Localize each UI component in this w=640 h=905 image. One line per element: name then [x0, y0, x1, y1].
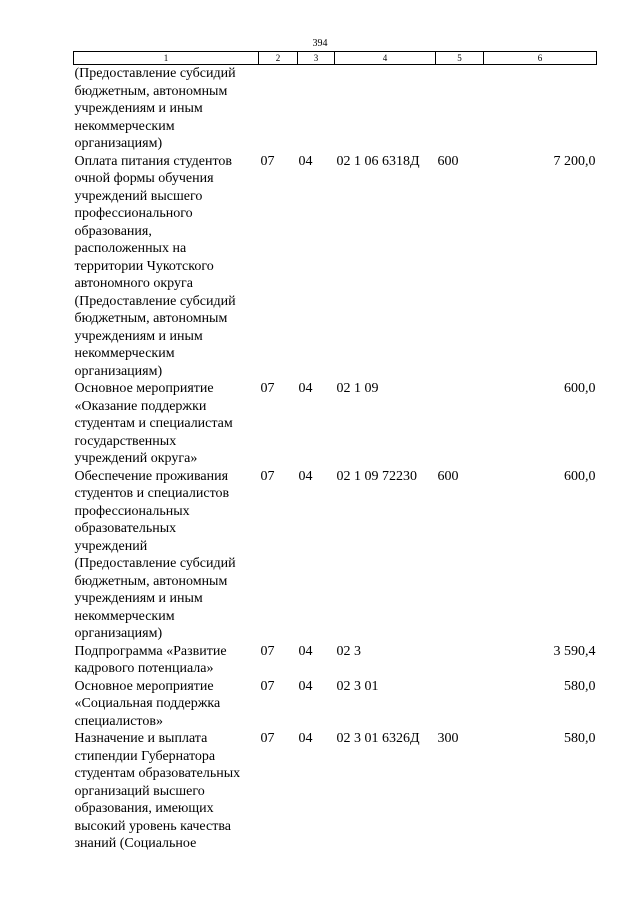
row-name-line: кадрового потенциала»	[74, 661, 214, 676]
header-cell-2: 2	[259, 52, 298, 65]
row-name-line: образования, имеющих	[74, 801, 214, 816]
row-name-cell	[74, 153, 259, 381]
header-cell-4: 4	[335, 52, 436, 65]
row-name-cell	[74, 468, 259, 643]
row-name-line: организациям)	[74, 626, 163, 641]
row-name-line: образования,	[74, 223, 152, 239]
table-row	[74, 380, 597, 468]
row-name-line: организациям)	[74, 136, 163, 151]
row-subsection-cell: 04	[298, 643, 313, 659]
table-row	[74, 153, 597, 381]
table-row	[74, 468, 597, 643]
row-section-cell: 07	[260, 381, 275, 396]
row-name-line: Назначение и выплата	[74, 731, 208, 746]
row-name-line: знаний (Социальное	[74, 836, 197, 851]
row-name-line: студентам образовательных	[74, 766, 241, 781]
row-name-line: некоммерческим	[74, 346, 175, 361]
row-expense-type-cell	[436, 643, 484, 678]
row-section-cell: 07	[260, 468, 275, 484]
table-row	[74, 65, 597, 153]
row-name-line: очной формы обучения	[74, 171, 214, 186]
row-name-cell	[74, 380, 259, 468]
budget-table	[73, 51, 597, 853]
row-expense-type-cell: 300	[437, 731, 459, 746]
row-target-article-cell: 02 1 09	[336, 381, 379, 396]
row-name-line: учреждениям и иным	[74, 101, 203, 116]
row-name-line: стипендии Губернатора	[74, 748, 216, 764]
header-cell-1: 1	[74, 52, 259, 65]
row-name-line: профессиональных	[74, 503, 190, 519]
row-name-line: студентов и специалистов	[74, 486, 230, 501]
row-name-line: «Оказание поддержки	[74, 398, 207, 414]
row-section-cell: 07	[260, 153, 275, 169]
row-name-cell	[74, 730, 259, 853]
row-name-line: учреждениям и иным	[74, 328, 203, 344]
row-target-article-cell: 02 3 01	[336, 678, 379, 694]
row-name-line: Оплата питания студентов	[74, 153, 232, 169]
row-name-line: расположенных на	[74, 241, 187, 256]
row-name-line: учреждений округа»	[74, 451, 198, 466]
row-subsection-cell: 04	[298, 678, 313, 694]
row-name-line: бюджетным, автономным	[74, 573, 228, 589]
row-section-cell	[259, 65, 298, 153]
table-row	[74, 643, 597, 678]
table-row	[74, 678, 597, 731]
row-name-line: организаций высшего	[74, 783, 205, 799]
row-name-line: некоммерческим	[74, 608, 175, 624]
row-name-line: (Предоставление субсидий	[74, 293, 236, 309]
row-name-line: (Предоставление субсидий	[74, 66, 236, 81]
row-subsection-cell: 04	[298, 153, 313, 169]
row-name-line: студентам и специалистам	[74, 416, 233, 431]
row-subsection-cell: 04	[298, 381, 313, 396]
row-expense-type-cell: 600	[437, 153, 459, 169]
row-name-line: автономного округа	[74, 276, 193, 291]
row-target-article-cell: 02 3	[336, 643, 361, 659]
header-cell-3: 3	[298, 52, 335, 65]
row-amount-cell: 600,0	[564, 468, 596, 484]
row-amount-cell	[484, 65, 597, 153]
page-number: 394	[312, 38, 328, 49]
row-name-line: высокий уровень качества	[74, 818, 231, 834]
row-name-line: Обеспечение проживания	[74, 468, 229, 484]
row-expense-type-cell: 600	[437, 468, 459, 484]
row-name-line: Основное мероприятие	[74, 381, 214, 396]
row-name-line: учреждений высшего	[74, 188, 203, 204]
row-name-line: профессионального	[74, 206, 193, 221]
row-amount-cell: 580,0	[564, 731, 596, 746]
row-target-article-cell: 02 1 09 72230	[336, 468, 417, 484]
row-name-line: территории Чукотского	[74, 258, 214, 274]
row-name-line: некоммерческим	[74, 118, 175, 134]
row-amount-cell: 580,0	[564, 678, 596, 694]
row-name-line: (Предоставление субсидий	[74, 556, 236, 571]
row-name-line: специалистов»	[74, 713, 163, 729]
row-subsection-cell: 04	[298, 468, 313, 484]
row-subsection-cell	[298, 65, 335, 153]
row-name-line: образовательных	[74, 521, 177, 536]
row-name-line: Основное мероприятие	[74, 678, 214, 694]
row-target-article-cell: 02 3 01 6326Д	[336, 731, 420, 746]
row-name-cell	[74, 643, 259, 678]
row-expense-type-cell	[436, 65, 484, 153]
row-name-line: Подпрограмма «Развитие	[74, 643, 227, 659]
header-cell-6: 6	[484, 52, 597, 65]
row-name-cell	[74, 678, 259, 731]
row-name-cell	[74, 65, 259, 153]
row-section-cell: 07	[260, 731, 275, 746]
header-cell-5: 5	[436, 52, 484, 65]
row-amount-cell: 3 590,4	[553, 643, 596, 659]
row-name-line: государственных	[74, 433, 177, 449]
row-section-cell: 07	[260, 643, 275, 659]
row-amount-cell: 600,0	[564, 381, 596, 396]
row-expense-type-cell	[436, 678, 484, 731]
table-row	[74, 730, 597, 853]
row-name-line: бюджетным, автономным	[74, 311, 228, 326]
row-target-article-cell: 02 1 06 6318Д	[336, 153, 420, 169]
row-target-article-cell	[335, 65, 436, 153]
table-header	[74, 52, 597, 65]
row-subsection-cell: 04	[298, 731, 313, 746]
row-name-line: «Социальная поддержка	[74, 696, 221, 711]
row-name-line: учреждений	[74, 538, 148, 554]
row-name-line: учреждениям и иным	[74, 591, 203, 606]
row-name-line: организациям)	[74, 363, 163, 379]
row-expense-type-cell	[436, 380, 484, 468]
row-amount-cell: 7 200,0	[553, 153, 596, 169]
table-body	[74, 65, 597, 853]
row-name-line: бюджетным, автономным	[74, 83, 228, 99]
header-row	[74, 52, 597, 65]
row-section-cell: 07	[260, 678, 275, 694]
